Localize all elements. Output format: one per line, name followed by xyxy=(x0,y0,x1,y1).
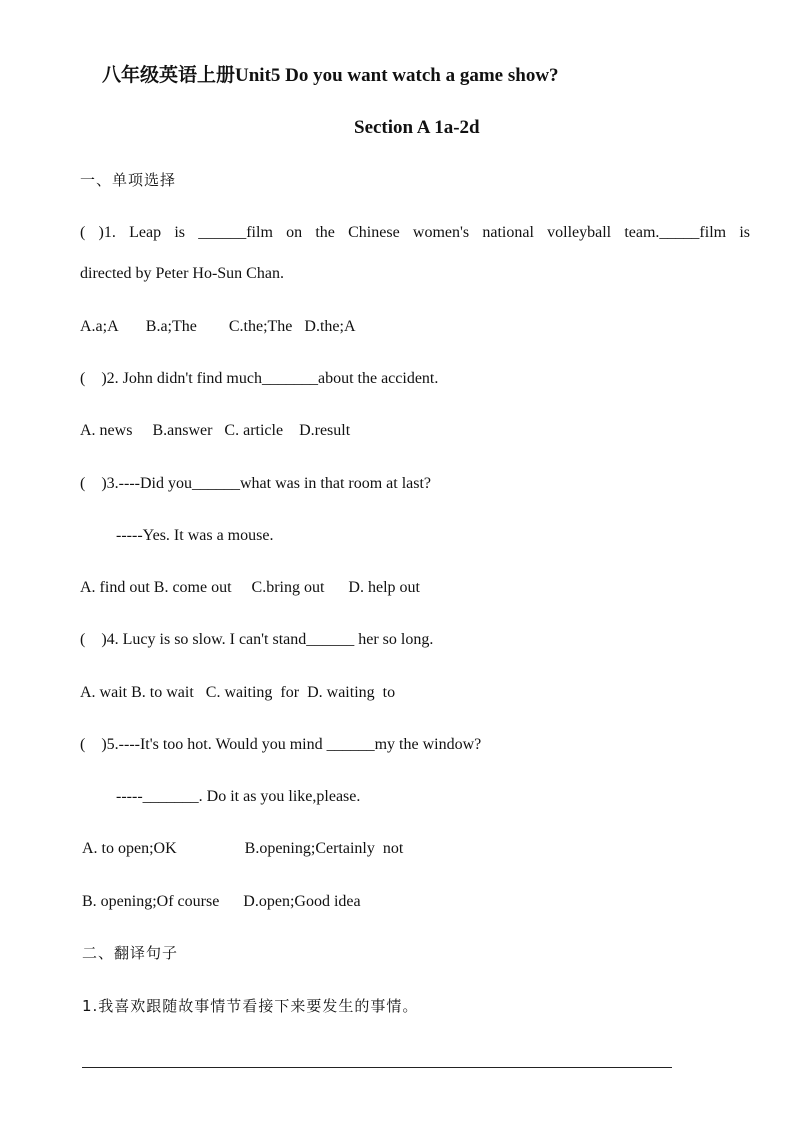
question-4-options: A. wait B. to wait C. waiting for D. waiting to xyxy=(80,684,396,701)
question-5-stem: ( )5.----It's too hot. Would you mind ______my the window? xyxy=(80,736,482,753)
question-5-options-row-2: B. opening;Of course D.open;Good idea xyxy=(82,893,361,910)
question-4-stem: ( )4. Lucy is so slow. I can't stand______ her so long. xyxy=(80,631,434,648)
page-title: 八年级英语上册Unit5 Do you want watch a game show? xyxy=(102,65,559,86)
question-3-stem: ( )3.----Did you______what was in that room at last? xyxy=(80,475,432,492)
question-3-response: -----Yes. It was a mouse. xyxy=(116,527,274,544)
question-3-options: A. find out B. come out C.bring out D. help out xyxy=(80,579,420,596)
translation-item-1: 1.我喜欢跟随故事情节看接下来要发生的事情。 xyxy=(82,997,419,1015)
answer-line[interactable] xyxy=(82,1067,672,1068)
section-subtitle: Section A 1a-2d xyxy=(354,117,480,138)
question-5-options-row-1: A. to open;OK B.opening;Certainly not xyxy=(82,840,404,857)
question-2-stem: ( )2. John didn't find much_______about the accident. xyxy=(80,370,439,387)
question-5-response: -----_______. Do it as you like,please. xyxy=(116,788,361,805)
question-1-stem-continued: directed by Peter Ho-Sun Chan. xyxy=(80,265,284,282)
question-2-options: A. news B.answer C. article D.result xyxy=(80,422,351,439)
question-1-stem: ( )1. Leap is ______film on the Chinese women's national volleyball team._____film is xyxy=(80,224,750,241)
section-heading-translation: 二、翻译句子 xyxy=(82,944,179,962)
question-1-options: A.a;A B.a;The C.the;The D.the;A xyxy=(80,318,356,335)
section-heading-multiple-choice: 一、单项选择 xyxy=(80,171,177,189)
